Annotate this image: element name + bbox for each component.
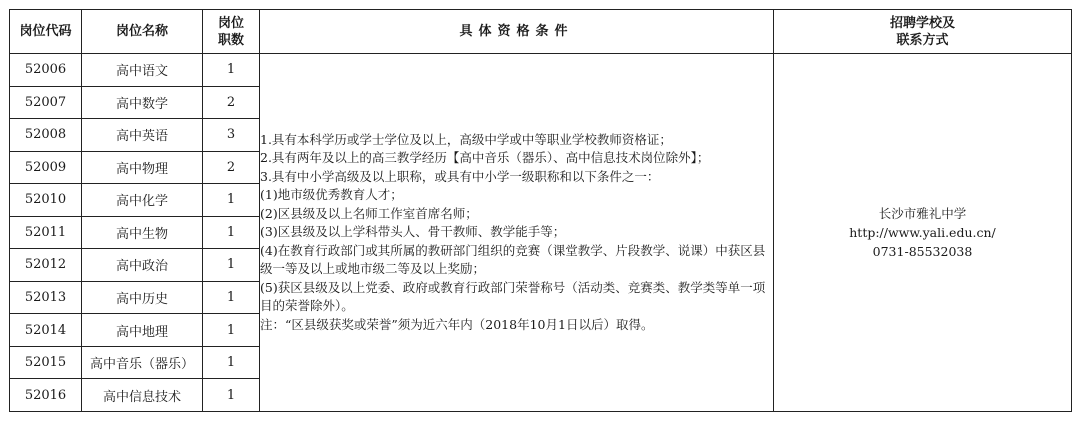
requirement-item: (5)获区县级及以上党委、政府或教育行政部门荣誉称号（活动类、竞赛类、教学类等单一项目的荣誉除外）。 <box>260 279 766 314</box>
position-code: 52008 <box>10 119 82 152</box>
position-name: 高中生物 <box>82 216 203 249</box>
position-name: 高中音乐（器乐） <box>82 346 203 379</box>
requirement-item: 3.具有中小学高级及以上职称，或具有中小学一级职称和以下条件之一： <box>260 168 660 184</box>
table-row <box>10 54 1072 87</box>
position-name: 高中物理 <box>82 151 203 184</box>
position-count: 1 <box>203 184 260 217</box>
header-name: 岗位名称 <box>82 10 203 54</box>
position-count: 1 <box>203 54 260 87</box>
position-code: 52006 <box>10 54 82 87</box>
position-count: 1 <box>203 379 260 412</box>
position-count: 1 <box>203 314 260 347</box>
requirements-cell <box>260 54 774 412</box>
header-code: 岗位代码 <box>10 10 82 54</box>
position-name: 高中信息技术 <box>82 379 203 412</box>
requirement-item: (3)区县级及以上学科带头人、骨干教师、教学能手等； <box>260 224 566 240</box>
position-code: 52016 <box>10 379 82 412</box>
position-count: 1 <box>203 346 260 379</box>
requirement-item: (2)区县级及以上名师工作室首席名师； <box>260 205 478 221</box>
position-code: 52014 <box>10 314 82 347</box>
position-code: 52013 <box>10 281 82 314</box>
position-count: 3 <box>203 119 260 152</box>
header-count <box>203 10 260 54</box>
header-school <box>774 10 1072 54</box>
header-school-line2: 联系方式 <box>896 32 949 48</box>
position-count: 1 <box>203 216 260 249</box>
position-name: 高中政治 <box>82 249 203 282</box>
position-code: 52009 <box>10 151 82 184</box>
school-name: 长沙市雅礼中学 <box>878 206 967 221</box>
school-phone: 0731-85532038 <box>872 244 973 259</box>
requirement-note: 注：“区县级获奖或荣誉”须为近六年内（2018年10月1日以后）取得。 <box>260 316 654 332</box>
position-count: 1 <box>203 281 260 314</box>
position-name: 高中英语 <box>82 119 203 152</box>
position-count: 2 <box>203 86 260 119</box>
position-name: 高中历史 <box>82 281 203 314</box>
school-website: http://www.yali.edu.cn/ <box>849 225 996 240</box>
requirement-item: 2.具有两年及以上的高三教学经历【高中音乐（器乐）、高中信息技术岗位除外】； <box>260 150 710 166</box>
position-code: 52015 <box>10 346 82 379</box>
position-code: 52012 <box>10 249 82 282</box>
school-contact-cell <box>774 54 1072 412</box>
position-count: 2 <box>203 151 260 184</box>
position-name: 高中语文 <box>82 54 203 87</box>
requirement-item: (4)在教育行政部门或其所属的教研部门组织的竞赛（课堂教学、片段教学、说课）中获区县级一等及以上或地市级二等及以上奖励； <box>260 242 766 277</box>
position-name: 高中地理 <box>82 314 203 347</box>
requirement-item: (1)地市级优秀教育人才； <box>260 187 403 203</box>
header-count-line1: 岗位 <box>217 15 244 31</box>
recruitment-table <box>9 9 1072 412</box>
position-name: 高中化学 <box>82 184 203 217</box>
position-name: 高中数学 <box>82 86 203 119</box>
position-code: 52007 <box>10 86 82 119</box>
position-code: 52010 <box>10 184 82 217</box>
requirement-item: 1.具有本科学历或学士学位及以上，高级中学或中等职业学校教师资格证； <box>260 131 672 147</box>
header-requirements: 具体资格条件 <box>260 10 774 54</box>
position-code: 52011 <box>10 216 82 249</box>
header-count-line2: 职数 <box>217 32 244 48</box>
header-school-line1: 招聘学校及 <box>889 15 955 31</box>
position-count: 1 <box>203 249 260 282</box>
